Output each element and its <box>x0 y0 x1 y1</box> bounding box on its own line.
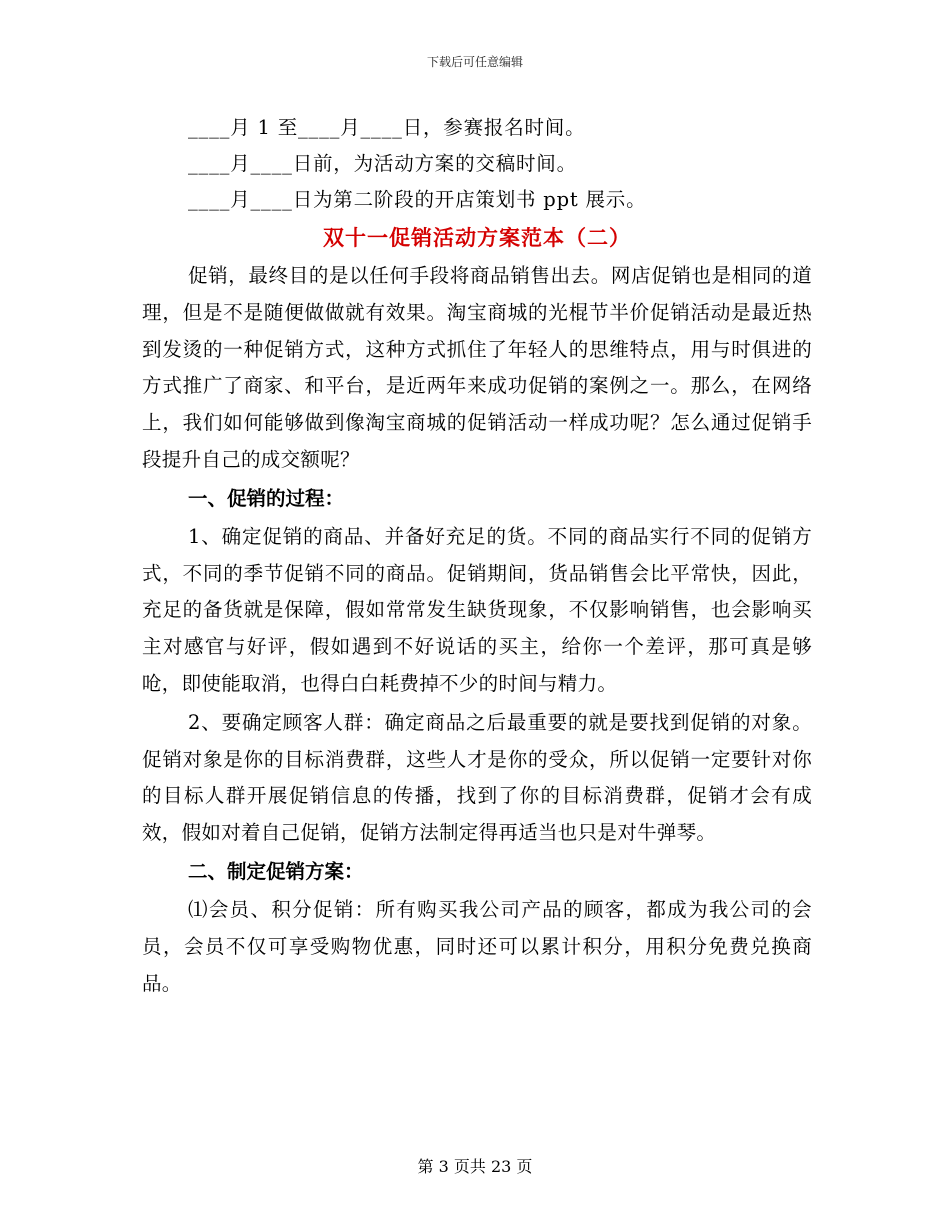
section-title: 双十一促销活动方案范本（二） <box>323 225 631 250</box>
page-number: 第 3 页共 23 页 <box>417 1157 533 1176</box>
intro-paragraph: 促销，最终目的是以任何手段将商品销售出去。网店促销也是相同的道理，但是不是随便做做就有效果。淘宝商城的光棍节半价促销活动是最近热到发烫的一种促销方式，这种方式抓住了年轻人的思维特点，用与时俱进的方式推广了商家、和平台，是近两年来成功促销的案例之一。那么，在网络上，我们如何能够做到像淘宝商城的促销活动一样成功呢？怎么通过促销手段提升自己的成交额呢？ <box>142 264 812 471</box>
heading-promotion-process: 一、促销的过程： <box>188 486 345 510</box>
document-body <box>142 110 812 1002</box>
step-1-paragraph: 1、确定促销的商品、并备好充足的货。不同的商品实行不同的促销方式，不同的季节促销不同的商品。促销期间，货品销售会比平常快，因此，充足的备货就是保障，假如常常发生缺货现象，不仅影响销售，也会影响买主对感官与好评，假如遇到不好说话的买主，给你一个差评，那可真是够呛，即使能取消，也得白白耗费掉不少的时间与精力。 <box>142 524 812 695</box>
heading-promotion-plan: 二、制定促销方案： <box>188 859 364 883</box>
schedule-line-submission: ____月____日前，为活动方案的交稿时间。 <box>188 152 577 175</box>
plan-1-paragraph: ⑴会员、积分促销：所有购买我公司产品的顾客，都成为我公司的会员，会员不仅可享受购物优惠，同时还可以累计积分，用积分免费兑换商品。 <box>142 897 812 995</box>
schedule-line-presentation: ____月____日为第二阶段的开店策划书 ppt 展示。 <box>188 188 647 211</box>
page-header: 下载后可任意编辑 <box>426 55 523 69</box>
step-2-paragraph: 2、要确定顾客人群：确定商品之后最重要的就是要找到促销的对象。促销对象是你的目标消费群，这些人才是你的受众，所以促销一定要针对你的目标人群开展促销信息的传播，找到了你的目标消费群，促销才会有成效，假如对着自己促销，促销方法制定得再适当也只是对牛弹琴。 <box>142 710 812 845</box>
schedule-line-registration: ____月 1 至____月____日，参赛报名时间。 <box>188 116 586 139</box>
